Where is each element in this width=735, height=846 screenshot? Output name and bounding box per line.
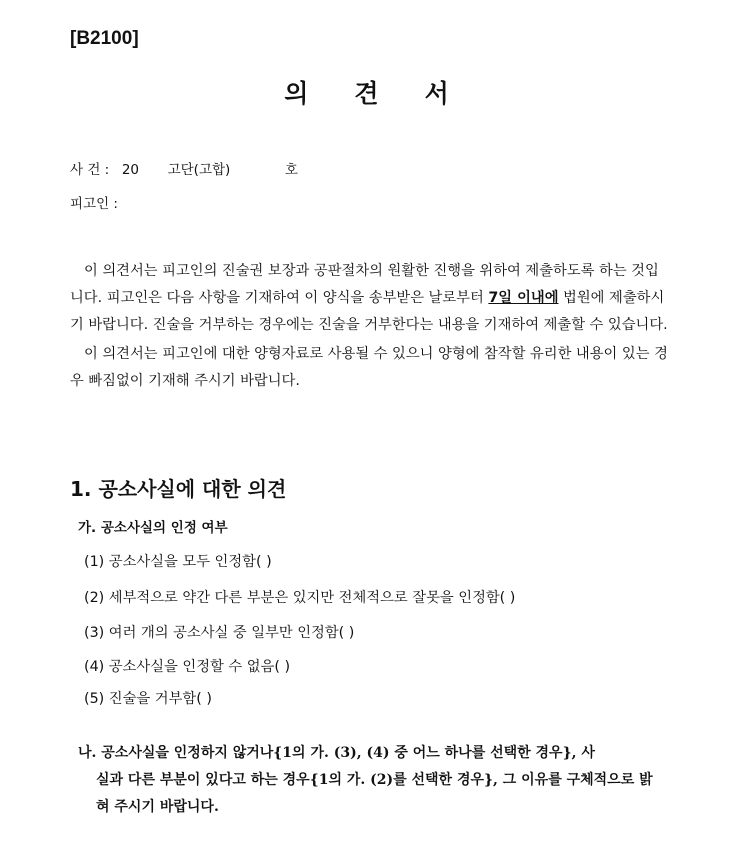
defendant-line: 피고인 : [70,196,118,212]
option-4[interactable]: (4) 공소사실을 인정할 수 없음( ) [84,659,291,675]
intro-text [70,258,670,395]
option-2[interactable]: (2) 세부적으로 약간 다른 부분은 있지만 전체적으로 잘못을 인정함( ) [84,590,516,606]
subsection-b-lead: 나. 공소사실을 인정하지 않거나{1의 가. (3), (4) 중 어느 하나를 선택한 경우}, 사 [78,745,595,761]
intro-paragraph-2: 이 의견서는 피고인에 대한 양형자료로 사용될 수 있으니 양형에 참작할 유리한 내용이 있는 경우 빠짐없이 기재해 주시기 바랍니다. [70,346,668,389]
intro-p1-part-a: 이 의견서는 피고인의 진술권 보장과 공판절차의 원활한 진행을 위하여 제출하도록 하는 것입니다. 피고인은 다음 사항을 기재하여 이 양식을 송부받은 날로부터 [70,263,659,306]
case-year: 20 [121,162,139,178]
case-court: 고단(고합) [167,162,231,178]
option-3[interactable]: (3) 여러 개의 공소사실 중 일부만 인정함( ) [84,625,355,641]
intro-paragraph-1 [70,258,670,339]
subsection-b-continuation: 실과 다른 부분이 있다고 하는 경우{1의 가. (2)를 선택한 경우}, 그 이유를 구체적으로 밝혀 주시기 바랍니다. [96,772,653,815]
section-1-heading: 1. 공소사실에 대한 의견 [70,477,287,501]
document-code: [B2100] [70,28,139,49]
intro-p1-part-b: 법원에 제출하시기 바랍니다. 진술을 거부하는 경우에는 진술을 거부한다는 내용을 기재하여 제출할 수 있습니다. [70,290,668,333]
document-title [0,74,735,110]
case-suffix: 호 [284,162,298,178]
option-5[interactable]: (5) 진술을 거부함( ) [84,691,212,707]
case-number-line [70,158,298,178]
title-char-1: 의 [284,79,311,108]
title-char-3: 서 [424,79,451,108]
deadline-text: 7일 이내에 [488,290,559,306]
subsection-a-heading: 가. 공소사실의 인정 여부 [78,520,228,536]
title-char-2: 견 [354,79,381,108]
subsection-b [78,740,658,821]
option-1[interactable]: (1) 공소사실을 모두 인정함( ) [84,554,272,570]
case-label: 사 건 : [70,162,110,178]
